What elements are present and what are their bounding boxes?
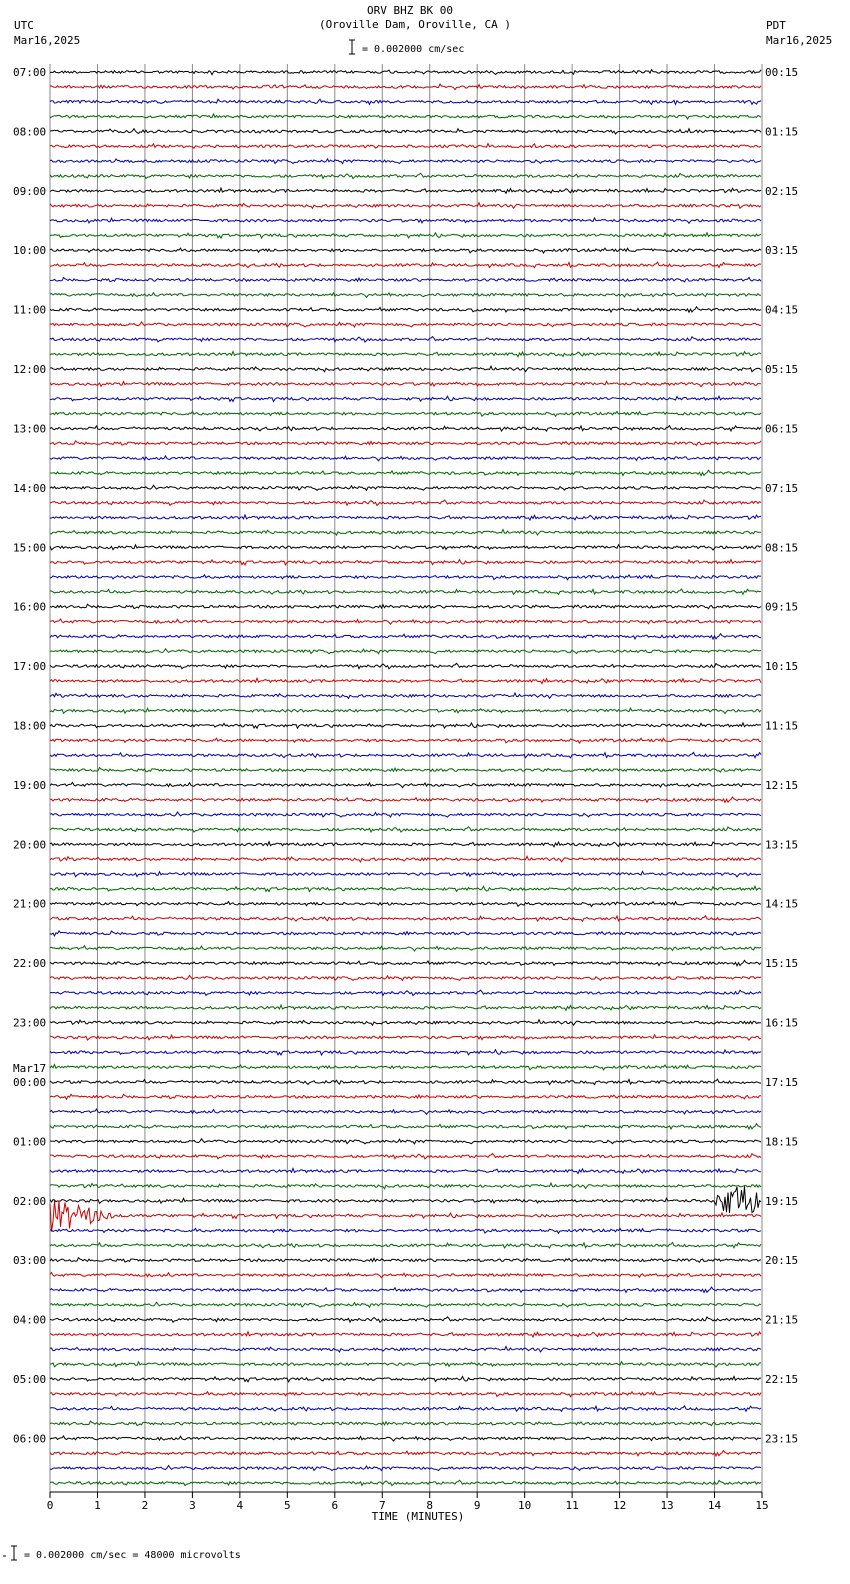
trace-62: [50, 990, 761, 995]
x-tick-label: 8: [426, 1499, 434, 1512]
pdt-hour-label: 07:15: [765, 481, 799, 495]
utc-hour-label: 08:00: [13, 125, 47, 139]
trace-1: [50, 84, 761, 90]
trace-58: [50, 931, 761, 936]
utc-hour-label: 23:00: [13, 1016, 47, 1030]
trace-27: [50, 470, 761, 475]
trace-9: [50, 203, 761, 209]
trace-14: [50, 277, 761, 282]
trace-0: [50, 70, 761, 75]
utc-hour-label: 05:00: [13, 1373, 47, 1387]
trace-34: [50, 575, 761, 580]
trace-60: [50, 960, 761, 965]
trace-32: [50, 545, 761, 550]
trace-54: [50, 871, 761, 877]
amplitude-scale-label: = 0.002000 cm/sec: [362, 44, 465, 55]
trace-75: [50, 1183, 761, 1189]
trace-64: [50, 1020, 761, 1026]
trace-71: [50, 1124, 761, 1129]
utc-hour-label: 13:00: [13, 422, 47, 436]
pdt-hour-label: 17:15: [765, 1075, 799, 1089]
trace-48: [50, 782, 761, 787]
utc-hour-label: 15:00: [13, 541, 47, 555]
x-tick-label: 10: [518, 1499, 532, 1512]
trace-86: [50, 1347, 761, 1353]
trace-15: [50, 293, 761, 298]
pdt-hour-label: 05:15: [765, 363, 799, 377]
pdt-hour-label: 13:15: [765, 838, 799, 852]
trace-13: [50, 262, 761, 268]
x-tick-label: 15: [755, 1499, 769, 1512]
trace-82: [50, 1287, 761, 1292]
trace-29: [50, 500, 761, 505]
utc-hour-label: 10:00: [13, 244, 47, 258]
trace-53: [50, 856, 761, 862]
utc-hour-label: 18:00: [13, 719, 47, 733]
right-date: Mar16,2025: [766, 34, 833, 47]
trace-38: [50, 634, 761, 639]
trace-40: [50, 663, 761, 669]
trace-65: [50, 1035, 761, 1040]
utc-hour-label: 11:00: [13, 303, 47, 317]
x-tick-label: 13: [660, 1499, 674, 1512]
utc-hour-label: 04:00: [13, 1313, 47, 1327]
trace-76: [50, 1186, 761, 1213]
utc-hour-label: 07:00: [13, 66, 47, 79]
trace-57: [50, 916, 761, 922]
trace-68: [50, 1079, 761, 1085]
utc-hour-label: 09:00: [13, 184, 47, 198]
x-axis: [47, 1492, 769, 1512]
trace-7: [50, 173, 761, 178]
trace-88: [50, 1376, 761, 1381]
utc-hour-label: 00:00: [13, 1075, 47, 1089]
pdt-hour-label: 19:15: [765, 1194, 799, 1208]
utc-hour-label: 22:00: [13, 957, 47, 971]
trace-12: [50, 248, 761, 253]
pdt-hour-label: 20:15: [765, 1254, 799, 1268]
pdt-hour-label: 22:15: [765, 1373, 799, 1387]
trace-21: [50, 381, 761, 386]
x-tick-label: 9: [473, 1499, 481, 1512]
trace-8: [50, 188, 761, 193]
trace-85: [50, 1332, 761, 1337]
x-tick-label: 4: [236, 1499, 244, 1512]
trace-5: [50, 144, 761, 149]
trace-16: [50, 307, 761, 312]
trace-95: [50, 1480, 761, 1486]
footer-scale-note: = 0.002000 cm/sec = 48000 microvolts: [24, 1550, 241, 1561]
pdt-hour-label: 23:15: [765, 1432, 799, 1446]
trace-81: [50, 1273, 761, 1278]
trace-66: [50, 1050, 761, 1055]
trace-22: [50, 396, 761, 401]
x-tick-label: 5: [284, 1499, 291, 1512]
pdt-hour-label: 14:15: [765, 897, 799, 911]
date-change-label: Mar17: [13, 1061, 47, 1075]
trace-87: [50, 1362, 761, 1367]
trace-30: [50, 515, 761, 520]
trace-17: [50, 322, 761, 327]
x-tick-label: 0: [46, 1499, 54, 1512]
right-timezone: PDT: [766, 19, 786, 32]
trace-33: [50, 560, 761, 565]
x-tick-label: 11: [565, 1499, 579, 1512]
pdt-hour-label: 06:15: [765, 422, 799, 436]
pdt-hour-label: 11:15: [765, 719, 799, 733]
trace-89: [50, 1392, 761, 1397]
trace-49: [50, 797, 761, 802]
utc-hour-label: 19:00: [13, 778, 47, 792]
x-tick-label: 2: [141, 1499, 149, 1512]
trace-61: [50, 975, 761, 980]
trace-59: [50, 946, 761, 951]
x-tick-label: 3: [189, 1499, 196, 1512]
pdt-hour-label: 00:15: [765, 66, 799, 79]
utc-hour-label: 02:00: [13, 1194, 47, 1208]
trace-80: [50, 1258, 761, 1263]
station-location: (Oroville Dam, Oroville, CA ): [318, 18, 512, 31]
trace-23: [50, 412, 761, 417]
trace-47: [50, 768, 761, 773]
trace-69: [50, 1094, 761, 1099]
pdt-hour-label: 12:15: [765, 778, 799, 792]
trace-42: [50, 693, 761, 699]
pdt-hour-label: 04:15: [765, 303, 799, 317]
utc-hour-label: 14:00: [13, 481, 47, 495]
trace-10: [50, 218, 761, 223]
pdt-hour-label: 09:15: [765, 600, 799, 614]
trace-44: [50, 723, 761, 728]
trace-90: [50, 1406, 761, 1412]
trace-93: [50, 1451, 761, 1456]
trace-31: [50, 530, 761, 536]
trace-37: [50, 619, 761, 624]
x-tick-label: 1: [94, 1499, 101, 1512]
trace-84: [50, 1317, 761, 1322]
left-timezone: UTC: [14, 19, 34, 32]
utc-hour-label: 17:00: [13, 660, 47, 674]
utc-hour-label: 01:00: [13, 1135, 47, 1149]
utc-hour-label: 12:00: [13, 363, 47, 377]
trace-26: [50, 456, 761, 461]
trace-24: [50, 426, 761, 432]
trace-11: [50, 233, 761, 238]
trace-92: [50, 1436, 761, 1441]
pdt-hour-label: 10:15: [765, 660, 799, 674]
trace-63: [50, 1005, 761, 1010]
trace-43: [50, 708, 761, 713]
utc-hour-label: 21:00: [13, 897, 47, 911]
footer-scale-bar-icon: [3, 1546, 17, 1560]
utc-hour-labels: [13, 66, 46, 1445]
trace-72: [50, 1139, 761, 1144]
trace-3: [50, 114, 761, 119]
trace-20: [50, 366, 761, 372]
trace-6: [50, 159, 761, 164]
pdt-hour-label: 21:15: [765, 1313, 799, 1327]
pdt-hour-label: 15:15: [765, 957, 799, 971]
trace-25: [50, 441, 761, 446]
trace-52: [50, 842, 761, 847]
trace-78: [50, 1228, 761, 1233]
trace-56: [50, 902, 761, 907]
pdt-hour-label: 01:15: [765, 125, 799, 139]
trace-79: [50, 1243, 761, 1249]
trace-35: [50, 589, 761, 595]
utc-hour-label: 20:00: [13, 838, 47, 852]
trace-39: [50, 649, 761, 654]
scale-bar-icon: [349, 40, 355, 54]
trace-18: [50, 337, 761, 342]
trace-73: [50, 1154, 761, 1159]
trace-51: [50, 827, 761, 832]
utc-hour-label: 16:00: [13, 600, 47, 614]
time-gridlines: [50, 64, 762, 1492]
trace-50: [50, 812, 761, 817]
trace-28: [50, 485, 761, 490]
trace-45: [50, 738, 761, 743]
station-title: ORV BHZ BK 00: [366, 4, 454, 17]
trace-94: [50, 1466, 761, 1471]
x-tick-label: 7: [378, 1499, 386, 1512]
pdt-hour-label: 03:15: [765, 244, 799, 258]
trace-36: [50, 604, 761, 609]
trace-67: [50, 1065, 761, 1070]
trace-4: [50, 129, 761, 134]
trace-55: [50, 886, 761, 891]
utc-hour-label: 06:00: [13, 1432, 47, 1446]
pdt-hour-labels: [765, 66, 798, 1445]
trace-70: [50, 1109, 761, 1114]
trace-46: [50, 752, 761, 758]
x-tick-label: 14: [707, 1499, 722, 1512]
seismic-traces: [50, 70, 761, 1486]
pdt-hour-label: 18:15: [765, 1135, 799, 1149]
x-tick-label: 6: [331, 1499, 339, 1512]
pdt-hour-label: 02:15: [765, 184, 799, 198]
trace-19: [50, 352, 761, 357]
trace-2: [50, 99, 761, 104]
x-tick-label: 12: [612, 1499, 627, 1512]
trace-74: [50, 1168, 761, 1173]
pdt-hour-label: 08:15: [765, 541, 799, 555]
trace-91: [50, 1421, 761, 1426]
trace-83: [50, 1302, 761, 1307]
x-axis-label: TIME (MINUTES): [371, 1510, 465, 1523]
trace-77: [50, 1201, 761, 1232]
trace-41: [50, 678, 761, 683]
pdt-hour-label: 16:15: [765, 1016, 799, 1030]
utc-hour-label: 03:00: [13, 1254, 47, 1268]
left-date: Mar16,2025: [14, 34, 81, 47]
